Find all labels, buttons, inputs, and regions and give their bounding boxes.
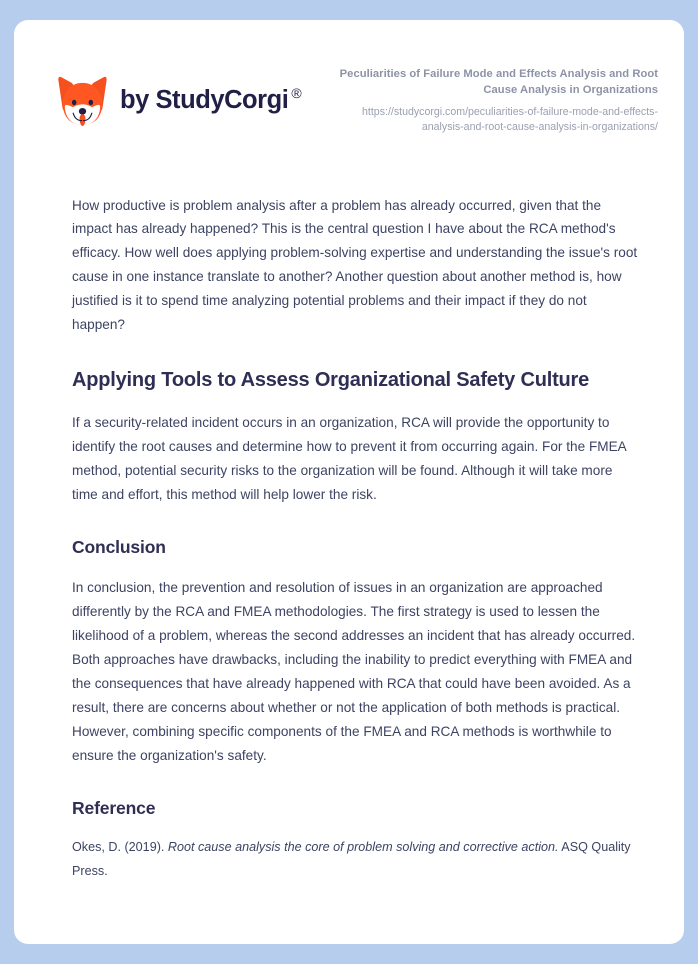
brand-name: by StudyCorgi	[120, 86, 289, 115]
reference-author-year: Okes, D. (2019).	[72, 840, 168, 855]
section-heading-applying-tools: Applying Tools to Assess Organizational Safety Culture	[72, 368, 590, 391]
corgi-logo-icon	[58, 75, 107, 127]
reference-publisher: ASQ Quality Press.	[72, 840, 631, 879]
section-heading-conclusion: Conclusion	[72, 536, 166, 557]
brand-logo	[58, 65, 302, 127]
document-body	[14, 194, 684, 884]
reference-entry	[72, 836, 638, 884]
intro-paragraph: How productive is problem analysis after a problem has already occurred, given that the impact has already happened? This is the central question I have about the RCA method's efficacy. How well does applying problem-solving expertise and understanding the issue's root cause in one instance translate to another? Another question about another method is, how justified is it to spend time analyzing potential problems and their impact if they do not happen?	[72, 197, 638, 333]
reference-list	[72, 836, 638, 884]
section-paragraph-applying-tools: If a security-related incident occurs in an organization, RCA will provide the opportunity to identify the root causes and determine how to prevent it from occurring again. For the FMEA method, potential security risks to the organization will be found. Although it will take more time and effort, this method will help lower the risk.	[72, 414, 626, 502]
source-url[interactable]: https://studycorgi.com/peculiarities-of-failure-mode-and-effects-analysis-and-root-cause-analysis-in-organizations/	[362, 105, 658, 134]
registered-trademark-icon: ®	[291, 85, 302, 102]
section-paragraph-conclusion: In conclusion, the prevention and resolution of issues in an organization are approached differently by the RCA and FMEA methodologies. The first strategy is used to lessen the likelihood of a problem, whereas the second addresses an incident that has already occurred. Both approaches have drawbacks, including the inability to predict everything with FMEA and the consequences that have already happened with RCA that could have been avoided. As a result, there are concerns about whether or not the application of both methods is practical. However, combining specific components of the FMEA and RCA methods is worthwhile to ensure the organization's safety.	[72, 580, 636, 763]
section-heading-reference: Reference	[72, 797, 156, 818]
document-header	[14, 20, 684, 136]
reference-work-title: Root cause analysis the core of problem solving and corrective action.	[167, 840, 559, 855]
page-title: Peculiarities of Failure Mode and Effects Analysis and Root Cause Analysis in Organizations	[339, 68, 658, 96]
header-meta	[328, 65, 658, 136]
brand-wordmark	[120, 85, 302, 115]
document-sheet	[14, 20, 684, 944]
